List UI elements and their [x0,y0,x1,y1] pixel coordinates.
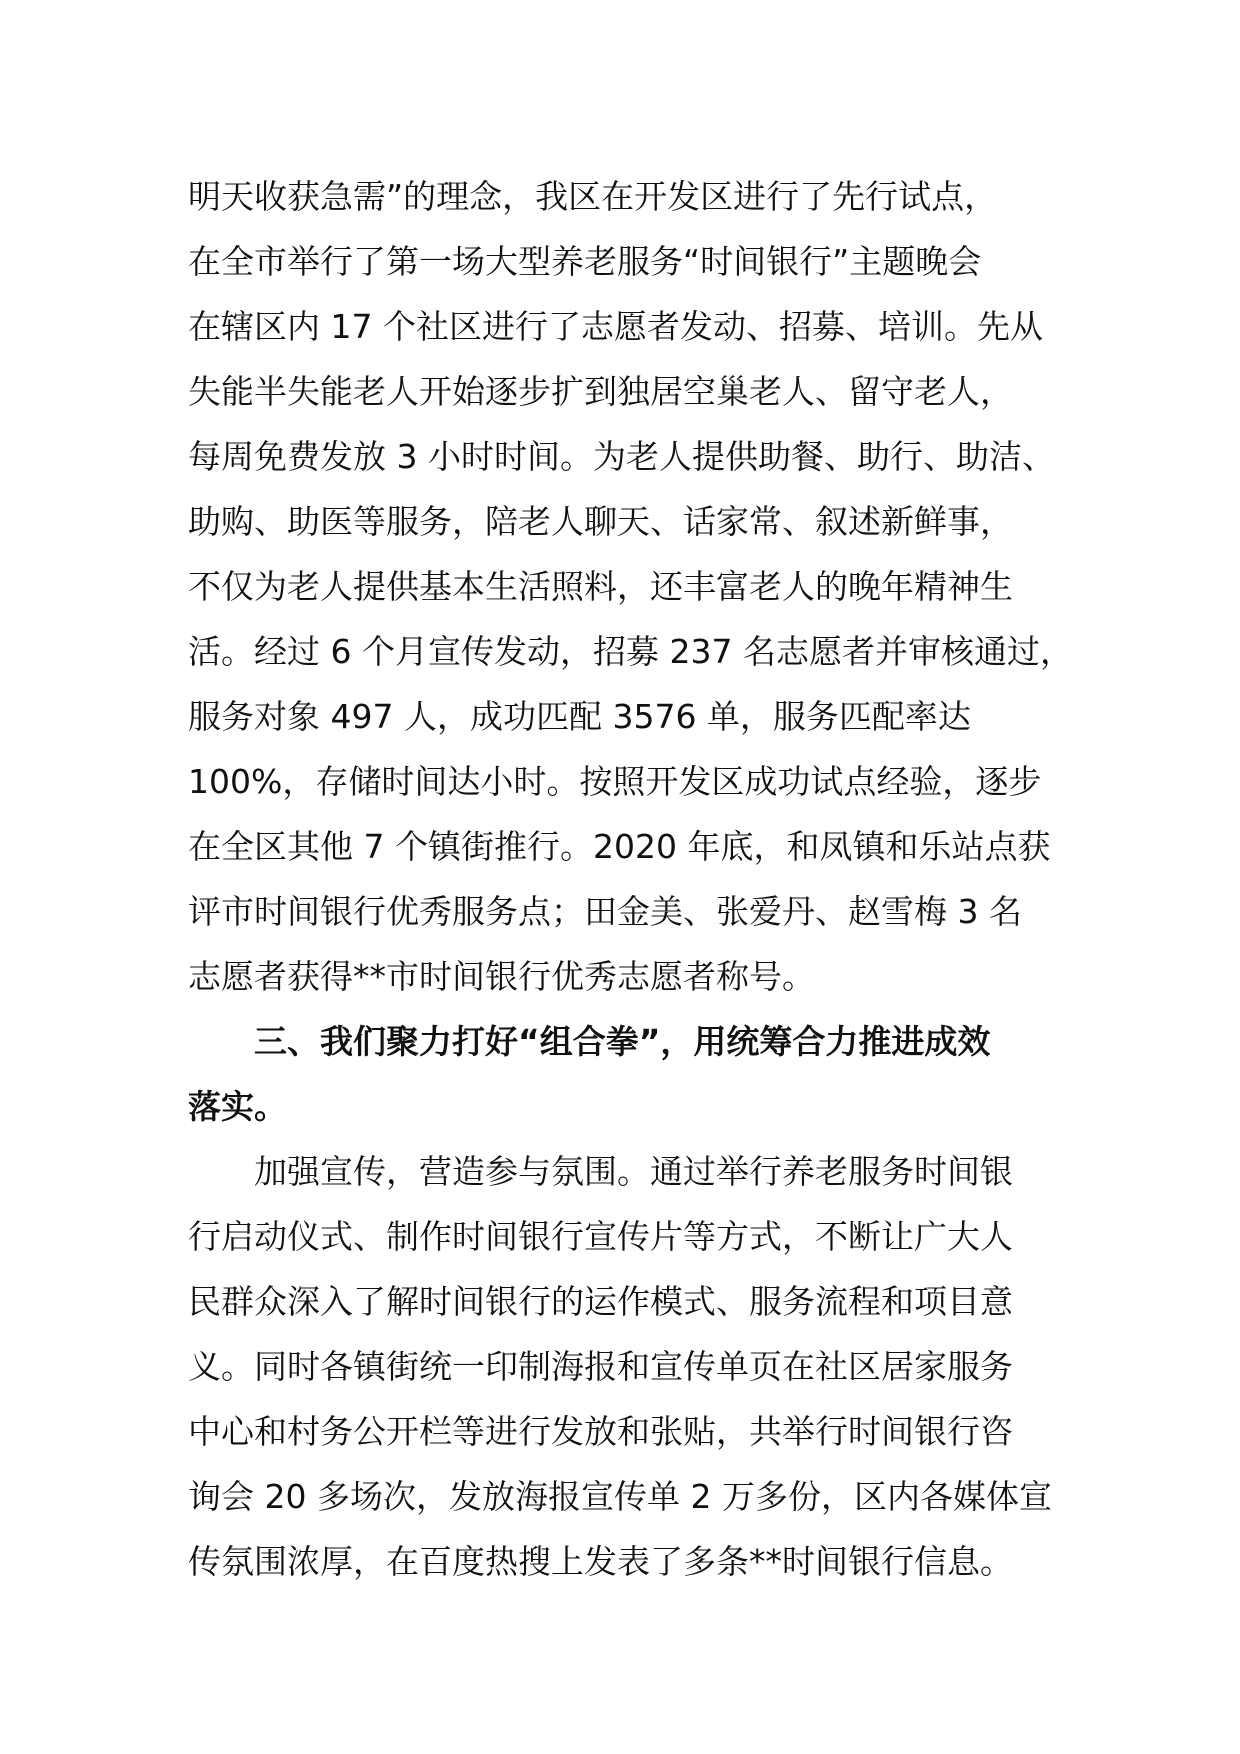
text-line: 100%，存储时间达小时。按照开发区成功试点经验，逐步 [188,762,1042,801]
text-line: 不仅为老人提供基本生活照料，还丰富老人的晚年精神生 [188,567,1013,606]
text-line: 评市时间银行优秀服务点；田金美、张爱丹、赵雪梅 3 名 [188,892,1022,931]
heading-line: 落实。 [188,1087,287,1126]
text-line: 助购、助医等服务，陪老人聊天、话家常、叙述新鲜事， [188,502,1013,541]
text-line: 中心和村务公开栏等进行发放和张贴，共举行时间银行咨 [188,1412,1013,1451]
paragraph-publicity [188,1139,1088,1594]
text-line: 义。同时各镇街统一印制海报和宣传单页在社区居家服务 [188,1347,1013,1386]
text-line: 在辖区内 17 个社区进行了志愿者发动、招募、培训。先从 [188,307,1043,346]
text-line: 每周免费发放 3 小时时间。为老人提供助餐、助行、助洁、 [188,437,1055,476]
text-line: 失能半失能老人开始逐步扩到独居空巢老人、留守老人， [188,372,1013,411]
document-body [188,164,1088,1594]
text-line: 行启动仪式、制作时间银行宣传片等方式，不断让广大人 [188,1217,1013,1256]
paragraph-time-bank-pilot [188,164,1088,1009]
heading-line: 三、我们聚力打好“组合拳”，用统筹合力推进成效 [254,1022,991,1061]
text-line: 志愿者获得**市时间银行优秀志愿者称号。 [188,957,815,996]
text-line: 民群众深入了解时间银行的运作模式、服务流程和项目意 [188,1282,1013,1321]
text-line: 明天收获急需”的理念，我区在开发区进行了先行试点， [188,177,998,216]
text-line: 服务对象 497 人，成功匹配 3576 单，服务匹配率达 [188,697,971,736]
text-line: 询会 20 多场次，发放海报宣传单 2 万多份，区内各媒体宣 [188,1477,1052,1516]
text-line: 活。经过 6 个月宣传发动，招募 237 名志愿者并审核通过， [188,632,1073,671]
text-line: 在全市举行了第一场大型养老服务“时间银行”主题晚会 [188,242,982,281]
text-line: 传氛围浓厚，在百度热搜上发表了多条**时间银行信息。 [188,1542,1013,1581]
section-heading-three [188,1009,1088,1139]
text-line: 加强宣传，营造参与氛围。通过举行养老服务时间银 [254,1152,1013,1191]
text-line: 在全区其他 7 个镇街推行。2020 年底，和凤镇和乐站点获 [188,827,1051,866]
